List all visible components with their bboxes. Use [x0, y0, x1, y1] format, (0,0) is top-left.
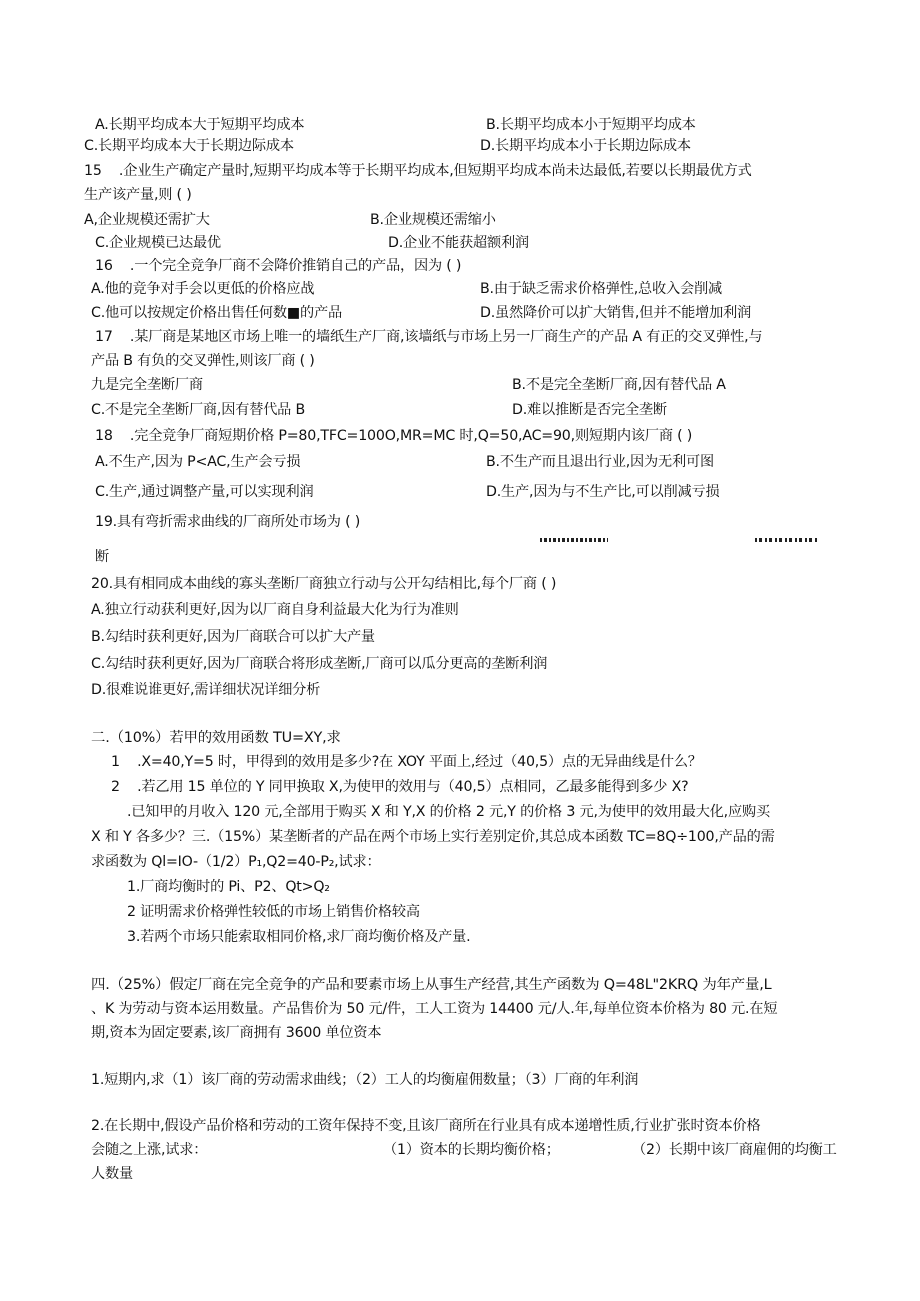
- q18-option-b: B.不生产而且退出行业,因为无利可图: [486, 454, 714, 470]
- q17-option-d: D.难以推断是否完全垄断: [512, 402, 667, 418]
- section-4-question-1: 1.短期内,求（1）该厂商的劳动需求曲线；（2）工人的均衡雇佣数量；（3）厂商的年利润: [91, 1072, 639, 1088]
- q20-option-d: D.很难说谁更好,需详细状况详细分析: [91, 682, 321, 698]
- q19-stem: 19.具有弯折需求曲线的厂商所处市场为 ( ): [95, 514, 361, 530]
- section-4-question-2-line2-b: （1）资本的长期均衡价格；: [383, 1142, 560, 1158]
- q15-option-a: A,企业规模还需扩大: [84, 212, 210, 228]
- q17-stem-line2: 产品 B 有负的交叉弹性,则该厂商 ( ): [91, 353, 315, 369]
- q15-option-d: D.企业不能获超额利润: [388, 235, 529, 251]
- q16-stem: 16 .一个完全竞争厂商不会降价推销自己的产品，因为 ( ): [95, 258, 462, 274]
- section-4-question-2-line2-c: （2）长期中该厂商雇佣的均衡工: [632, 1142, 837, 1158]
- q15-stem-line1: 15 .企业生产确定产量时,短期平均成本等于长期平均成本,但短期平均成本尚未达最低,若要以长期最优方式: [84, 163, 752, 179]
- q15-option-c: C.企业规模已达最优: [95, 235, 221, 251]
- q20-stem: 20.具有相同成本曲线的寡头垄断厂商独立行动与公开勾结相比,每个厂商 ( ): [91, 576, 557, 592]
- section-3-item-2: 2 证明需求价格弹性较低的市场上销售价格较高: [127, 904, 420, 920]
- q18-stem: 18 .完全竞争厂商短期价格 P=80,TFC=100O,MR=MC 时,Q=50,AC=90,则短期内该厂商 ( ): [95, 428, 693, 444]
- q19-continuation: 断: [95, 549, 109, 565]
- section-4-line3: 期,资本为固定要素,该厂商拥有 3600 单位资本: [91, 1025, 382, 1041]
- section-2-item-2: 2 .若乙用 15 单位的 Y 同甲换取 X,为使甲的效用与（40,5）点相同，乙最多能得到多少 X?: [111, 779, 689, 795]
- section-4-question-2-line2-a: 会随之上涨,试求：: [91, 1142, 208, 1158]
- q20-option-a: A.独立行动获利更好,因为以厂商自身利益最大化为行为准则: [91, 602, 459, 618]
- section-2-item-1: 1 .X=40,Y=5 时，甲得到的效用是多少?在 XOY 平面上,经过（40,5）点的无异曲线是什么？: [111, 754, 702, 770]
- q19-clipped-fragment: [540, 538, 620, 542]
- section-2-heading: 二.（10%）若甲的效用函数 TU=XY,求: [91, 730, 341, 746]
- q14-option-a: A.长期平均成本大于短期平均成本: [95, 117, 305, 133]
- q16-option-c: C.他可以按规定价格出售任何数■的产品: [91, 305, 343, 321]
- q17-option-a: 九是完全垄断厂商: [91, 377, 203, 393]
- q18-option-d: D.生产,因为与不生产比,可以削减亏损: [486, 484, 720, 500]
- section-4-question-2-line1: 2.在长期中,假设产品价格和劳动的工资年保持不变,且该厂商所在行业具有成本递增性质,行业扩张时资本价格: [91, 1118, 761, 1134]
- section-3-item-3: 3.若两个市场只能索取相同价格,求厂商均衡价格及产量.: [127, 929, 471, 945]
- q20-option-c: C.勾结时获利更好,因为厂商联合将形成垄断,厂商可以瓜分更高的垄断利润: [91, 656, 548, 672]
- q18-option-c: C.生产,通过调整产量,可以实现利润: [95, 484, 314, 500]
- section-2-item-3-line1: .已知甲的月收入 120 元,全部用于购买 X 和 Y,X 的价格 2 元,Y 的价格 3 元,为使甲的效用最大化,应购买: [127, 804, 770, 820]
- section-4-line1: 四.（25%）假定厂商在完全竞争的产品和要素市场上从事生产经营,其生产函数为 Q=48L"2KRQ 为年产量,L: [91, 977, 772, 993]
- q19-clipped-fragment-2: [755, 538, 825, 542]
- q15-stem-line2: 生产该产量,则 ( ): [84, 187, 192, 203]
- q16-option-d: D.虽然降价可以扩大销售,但并不能增加利润: [480, 305, 752, 321]
- section-2-item-3-line3: 求函数为 Ql=IO-（1/2）P₁,Q2=40-P₂,试求：: [91, 854, 381, 870]
- q18-option-a: A.不生产,因为 P<AC,生产会亏损: [95, 454, 301, 470]
- q14-option-c: C.长期平均成本大于长期边际成本: [84, 138, 294, 154]
- section-4-line2: 、K 为劳动与资本运用数量。产品售价为 50 元/件，工人工资为 14400 元/人.年,每单位资本价格为 80 元.在短: [91, 1001, 778, 1017]
- q16-option-a: A.他的竞争对手会以更低的价格应战: [91, 281, 315, 297]
- section-2-item-3-line2: X 和 Y 各多少？三.（15%）某垄断者的产品在两个市场上实行差别定价,其总成本函数 TC=8Q÷100,产品的需: [91, 829, 775, 845]
- q14-option-b: B.长期平均成本小于短期平均成本: [486, 117, 696, 133]
- q16-option-b: B.由于缺乏需求价格弹性,总收入会削减: [480, 281, 722, 297]
- q17-stem-line1: 17 .某厂商是某地区市场上唯一的墙纸生产厂商,该墙纸与市场上另一厂商生产的产品 A 有正的交叉弹性,与: [95, 329, 763, 345]
- q14-option-d: D.长期平均成本小于长期边际成本: [480, 138, 691, 154]
- q17-option-c: C.不是完全垄断厂商,因有替代品 B: [91, 402, 306, 418]
- q15-option-b: B.企业规模还需缩小: [370, 212, 496, 228]
- section-3-item-1: 1.厂商均衡时的 Pi、P2、Qt>Q₂: [127, 879, 330, 895]
- q20-option-b: B.勾结时获利更好,因为厂商联合可以扩大产量: [91, 629, 375, 645]
- section-4-question-2-line3: 人数量: [91, 1166, 133, 1182]
- q17-option-b: B.不是完全垄断厂商,因有替代品 A: [512, 377, 726, 393]
